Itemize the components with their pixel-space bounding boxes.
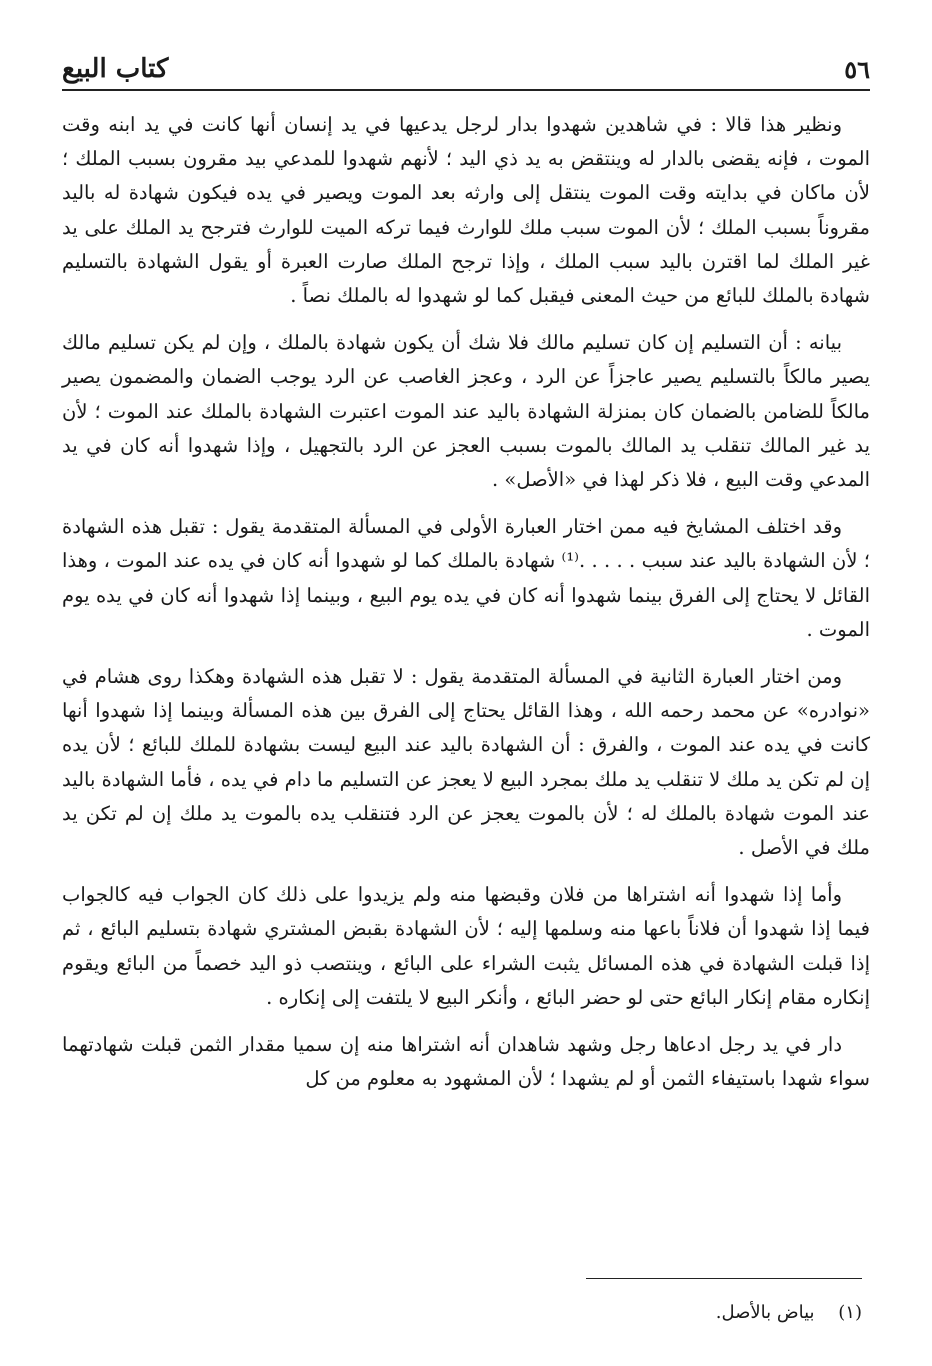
paragraph: ومن اختار العبارة الثانية في المسألة المتقدمة يقول : لا تقبل هذه الشهادة وهكذا روى هشام في «نوادره» عن محمد رحمه الله ، وهذا القائل يحتاج إلى الفرق بين هذه المسألة وبينما إذا شهدوا أنها كانت في يده عند الموت ، والفرق : أن الشهادة باليد عند البيع ليست بشهادة للملك للبائع ؛ لأن يده إن لم تكن يد ملك لا تنقلب يد ملك بمجرد البيع لا يعجز عن التسليم ما دام في يده ، فأما الشهادة باليد عند الموت شهادة بالملك له ؛ لأن بالموت يعجز عن الرد فتنقلب يده بالموت يد ملك إن لم تكن يد ملك في الأصل .: [62, 665, 870, 860]
paragraph: ونظير هذا قالا : في شاهدين شهدوا بدار لرجل يدعيها في يد إنسان أنها كانت في يد ابنه وقت الموت ، فإنه يقضى بالدار له وينتقض به يد ذي اليد ؛ لأنهم شهدوا للمدعي بيد مقرون بسبب الملك ؛ لأن ماكان في بدايته وقت الموت ينتقل إلى وارثه بعد الموت ويصير في يده فيكون شهادة له باليد مقروناً بسبب الملك ؛ لأن الموت سبب ملك للوارث فيما تركه الميت للوارث فترجح يد الملك على يد غير الملك لما اقترن باليد سبب الملك ، وإذا ترجح الملك صارت العبرة أو يقول الشهادة بالتسليم شهادة بالملك للبائع من حيث المعنى فيقبل كما لو شهدوا له بالملك نصاً .: [62, 113, 870, 308]
main-text: [62, 108, 870, 1109]
book-title: كتاب البيع: [62, 54, 169, 84]
footnote: [716, 1302, 862, 1323]
paragraph: بيانه : أن التسليم إن كان تسليم مالك فلا شك أن يكون شهادة بالملك ، وإن لم يكن تسليم مالك يصير مالكاً بالتسليم يصير عاجزاً عن الرد ، وعجز الغاصب عن الرد يوجب الضمان والمضمون يصير مالكاً للضامن بالضمان كان بمنزلة الشهادة باليد عند الموت اعتبرت الشهادة بالملك عند الموت ؛ لأن يد غير المالك تنقلب يد المالك بالموت بسبب العجز عن الرد بالتجهيل ، وإذا شهدوا أنه كان في يد المدعي وقت البيع ، فلا ذكر لهذا في «الأصل» .: [62, 331, 871, 492]
paragraph: وأما إذا شهدوا أنه اشتراها من فلان وقبضها منه ولم يزيدوا على ذلك كان الجواب فيه كالجواب فيما إذا شهدوا أن فلاناً باعها منه وسلمها إليه ؛ لأن الشهادة بقبض المشتري شهادة بتسليم البائع ، ثم إذا قبلت الشهادة في هذه المسائل يثبت الشراء على البائع ، وينتصب ذو اليد خصماً من البائع ويقوم إنكاره مقام إنكار البائع حتى لو حضر البائع ، وأنكر البيع لا يلتفت إلى إنكاره .: [62, 883, 870, 1009]
footnote-text: بياض بالأصل.: [715, 1302, 815, 1323]
paragraph: دار في يد رجل ادعاها رجل وشهد شاهدان أنه اشتراها منه إن سميا مقدار الثمن قبلت شهادتهما سواء شهدا باستيفاء الثمن أو لم يشهدا ؛ لأن المشهود به معلوم من كل: [62, 1033, 870, 1091]
page-number: ٥٦: [844, 55, 870, 84]
page-header: [62, 48, 870, 84]
paragraph: وقد اختلف المشايخ فيه ممن اختار العبارة الأولى في المسألة المتقدمة يقول : تقبل هذه الشهادة ؛ لأن الشهادة باليد عند سبب . . . . .⁽¹⁾ شهادة بالملك كما لو شهدوا أنه كان في يده عند الموت ، وهذا القائل لا يحتاج إلى الفرق بينما شهدوا أنه كان في يده يوم البيع ، وبينما إذا شهدوا أنه كان في يده يوم الموت .: [62, 515, 870, 641]
header-rule: [62, 89, 870, 91]
footnote-rule: [586, 1278, 862, 1279]
footnote-number: (١): [838, 1302, 862, 1323]
